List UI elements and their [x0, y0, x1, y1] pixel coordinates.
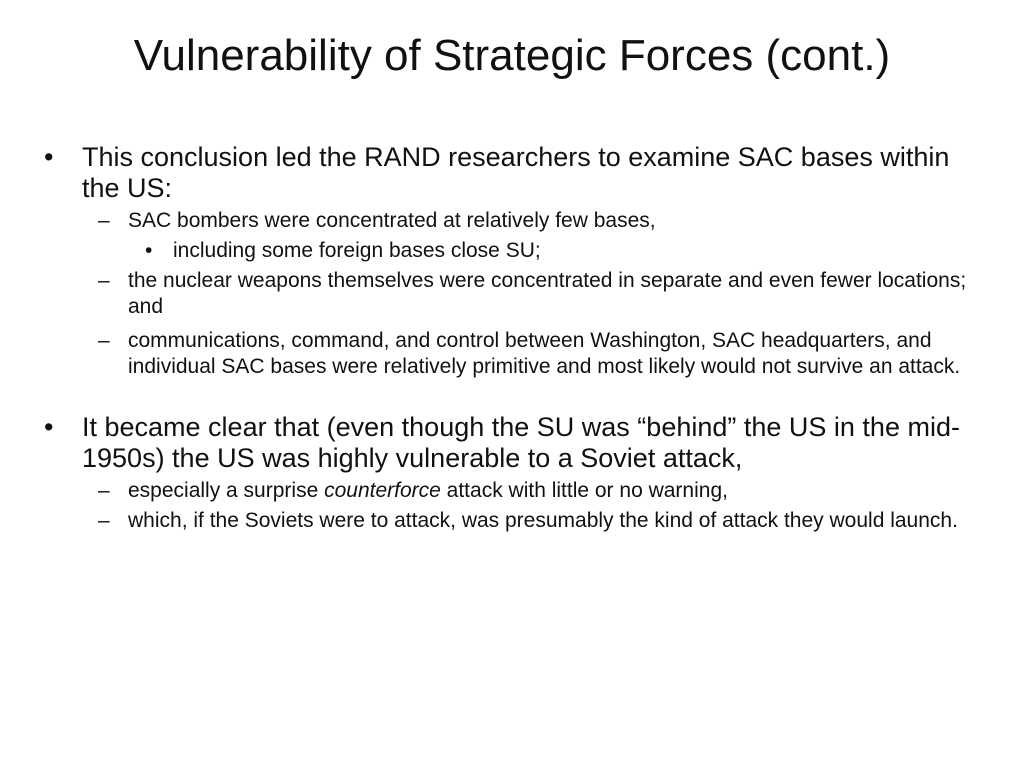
bullet-icon: • [44, 142, 54, 172]
sub-bullet-item [44, 328, 994, 380]
bullet-item [44, 142, 994, 204]
sub-bullet-text-after: attack with little or no warning, [440, 479, 728, 502]
slide-title: Vulnerability of Strategic Forces (cont.) [133, 31, 891, 80]
dash-icon: – [98, 269, 110, 292]
dash-icon: – [98, 209, 110, 232]
sub-bullet-text: the nuclear weapons themselves were concentrated in separate and even fewer locations; and [128, 269, 967, 318]
dash-icon: – [98, 329, 110, 352]
slide-content [44, 142, 994, 534]
sub-bullet-item [44, 508, 994, 534]
sub-bullet-item [44, 478, 994, 504]
sub-bullet-text-before: especially a surprise [128, 479, 325, 502]
bullet-icon: • [145, 239, 153, 262]
sub-bullet-item [44, 268, 994, 320]
sub-bullet-item [44, 208, 994, 234]
bullet-item [44, 412, 994, 474]
sub-sub-bullet-item [44, 238, 994, 264]
bullet-icon: • [44, 412, 54, 442]
dash-icon: – [98, 479, 110, 502]
dash-icon: – [98, 509, 110, 532]
sub-bullet-text: SAC bombers were concentrated at relatively few bases, [128, 209, 656, 232]
bullet-text: This conclusion led the RAND researchers to examine SAC bases within the US: [82, 142, 950, 203]
sub-sub-bullet-text: including some foreign bases close SU; [173, 239, 541, 262]
bullet-text: It became clear that (even though the SU was “behind” the US in the mid-1950s) the US was highly vulnerable to a Soviet attack, [82, 412, 960, 473]
emphasis-text: counterforce [324, 479, 441, 502]
sub-bullet-text: which, if the Soviets were to attack, was presumably the kind of attack they would launch. [128, 509, 958, 532]
sub-bullet-text: communications, command, and control between Washington, SAC headquarters, and individual SAC bases were relatively primitive and most likely would not survive an attack. [128, 329, 961, 378]
